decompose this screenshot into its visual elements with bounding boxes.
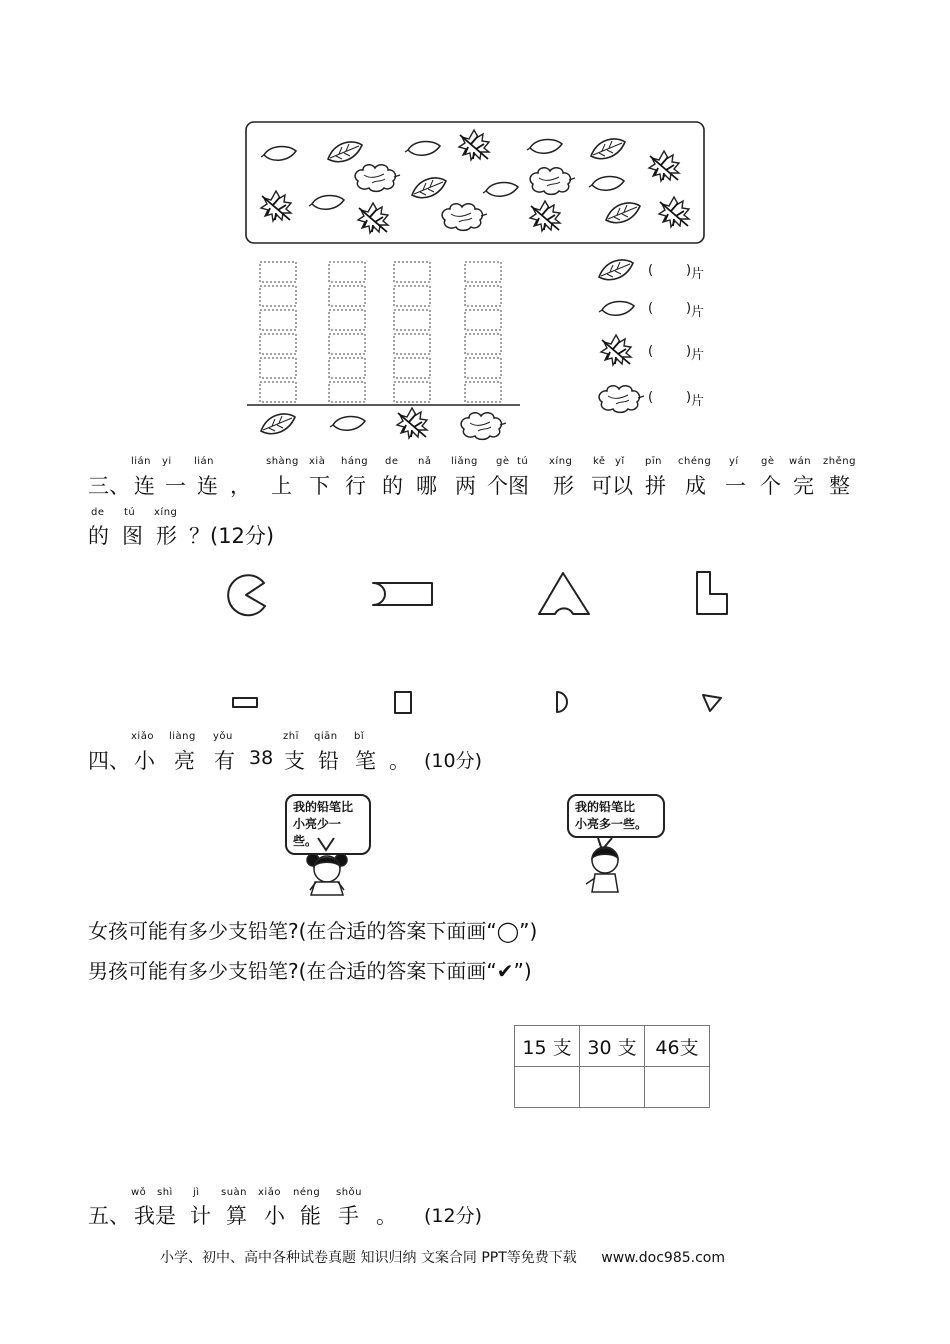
pinyin: xíng [154, 507, 178, 518]
char: 能 [300, 1204, 321, 1228]
pinyin: xiǎo [258, 1187, 281, 1198]
char: 哪 [416, 474, 437, 498]
char: 连 [134, 474, 155, 498]
open-paren: ( [648, 344, 654, 359]
option-46: 46支 [645, 1026, 710, 1067]
question-number: 五、 [88, 1204, 130, 1228]
pinyin: shàng [266, 456, 299, 467]
pinyin: zhěng [823, 456, 856, 467]
close-paren: ) [686, 390, 692, 405]
pinyin: tú [124, 507, 136, 518]
char: 笔 [355, 749, 376, 773]
char: 完 [793, 474, 814, 498]
question-number: 四、 [88, 749, 130, 773]
char: 两 [455, 474, 476, 498]
boy-question: 男孩可能有多少支铅笔?(在合适的答案下面画“✔”) [88, 959, 532, 983]
char: 形 [553, 474, 574, 498]
pinyin: yǐ [615, 456, 625, 467]
girl-figure [307, 854, 347, 895]
pinyin: xíng [549, 456, 573, 467]
pinyin: pīn [645, 456, 662, 467]
pinyin: shì [157, 1187, 173, 1198]
pinyin: liǎng [451, 456, 478, 467]
pinyin: nǎ [418, 456, 432, 467]
char: 有 [214, 749, 235, 773]
char: 计 [190, 1204, 211, 1228]
footer [160, 1247, 725, 1267]
pinyin: shǒu [336, 1187, 363, 1198]
pinyin: kě [593, 456, 606, 467]
char: 图 [122, 524, 143, 548]
footer-text: 小学、初中、高中各种试卷真题 知识归纳 文案合同 PPT等免费下载 [160, 1250, 577, 1266]
pinyin: yi [162, 456, 172, 467]
answer-cell[interactable] [580, 1067, 645, 1108]
char: ， [230, 474, 251, 498]
pinyin: de [91, 507, 105, 518]
close-paren: ) [686, 301, 692, 316]
pinyin: chéng [678, 456, 712, 467]
bubble-line: 小亮多一些。 [575, 817, 648, 831]
answer-cell[interactable] [645, 1067, 710, 1108]
char: 成 [685, 474, 706, 498]
pinyin: xià [309, 456, 326, 467]
pinyin: qiān [314, 731, 338, 742]
unit: 片 [691, 394, 705, 409]
pinyin: néng [293, 1187, 321, 1198]
char: 算 [226, 1204, 247, 1228]
char: 上 [271, 474, 292, 498]
option-15: 15 支 [515, 1026, 580, 1067]
char: 整 [829, 474, 850, 498]
option-30: 30 支 [580, 1026, 645, 1067]
question-number: 三、 [88, 474, 130, 498]
char: 拼 [645, 474, 666, 498]
bubble-line: 我的铅笔比 [293, 800, 354, 814]
pinyin: zhī [283, 731, 299, 742]
pinyin: lián [131, 456, 152, 467]
pinyin: tú [517, 456, 529, 467]
close-paren: ) [686, 263, 692, 278]
unit: 片 [691, 305, 705, 320]
char: 小 [264, 1204, 285, 1228]
pinyin: bǐ [354, 731, 365, 742]
bubble-line: 小亮少一些。 [293, 817, 342, 848]
pinyin: suàn [221, 1187, 248, 1198]
char: 手 [338, 1204, 359, 1228]
pinyin: jì [193, 1187, 200, 1198]
char: 连 [197, 474, 218, 498]
open-paren: ( [648, 263, 654, 278]
pinyin: xiǎo [131, 731, 154, 742]
footer-url[interactable]: www.doc985.com [601, 1250, 725, 1266]
open-paren: ( [648, 390, 654, 405]
pinyin: liàng [169, 731, 196, 742]
number-38: 38 [249, 747, 274, 769]
pinyin: yí [729, 456, 739, 467]
score: (10分) [424, 750, 483, 772]
pinyin: gè [496, 456, 510, 467]
close-paren: ) [686, 344, 692, 359]
answer-options-table [514, 1025, 710, 1108]
score: (12分) [424, 1205, 483, 1227]
char: 个图 [487, 474, 529, 498]
options-row [515, 1026, 710, 1067]
score: ？(12分) [189, 524, 275, 548]
unit: 片 [691, 267, 705, 282]
open-paren: ( [648, 301, 654, 316]
char: 个 [760, 474, 781, 498]
char: 的 [88, 524, 109, 548]
girl-question: 女孩可能有多少支铅笔?(在合适的答案下面画“◯”) [88, 919, 538, 943]
bubble-line: 我的铅笔比 [575, 800, 636, 814]
boy-figure [586, 847, 618, 892]
char: 我是 [134, 1204, 176, 1228]
pinyin: háng [341, 456, 369, 467]
char: 支 [284, 749, 305, 773]
char: 。 [376, 1204, 397, 1228]
char: 的 [382, 474, 403, 498]
char: 可以 [591, 474, 633, 498]
char: 形 [156, 524, 177, 548]
char: 下 [309, 474, 330, 498]
char: 。 [389, 749, 410, 773]
answer-row [515, 1067, 710, 1108]
char: 行 [345, 474, 366, 498]
char: 小 [134, 749, 155, 773]
pinyin: yǒu [213, 731, 233, 742]
pinyin: gè [761, 456, 775, 467]
unit: 片 [691, 348, 705, 363]
pinyin: de [385, 456, 399, 467]
char: 一 [725, 474, 746, 498]
char: 一 [165, 474, 186, 498]
pinyin: wán [789, 456, 812, 467]
pinyin: wǒ [131, 1187, 147, 1198]
char: 铅 [318, 749, 339, 773]
answer-cell[interactable] [515, 1067, 580, 1108]
pinyin: lián [194, 456, 215, 467]
char: 亮 [174, 749, 195, 773]
